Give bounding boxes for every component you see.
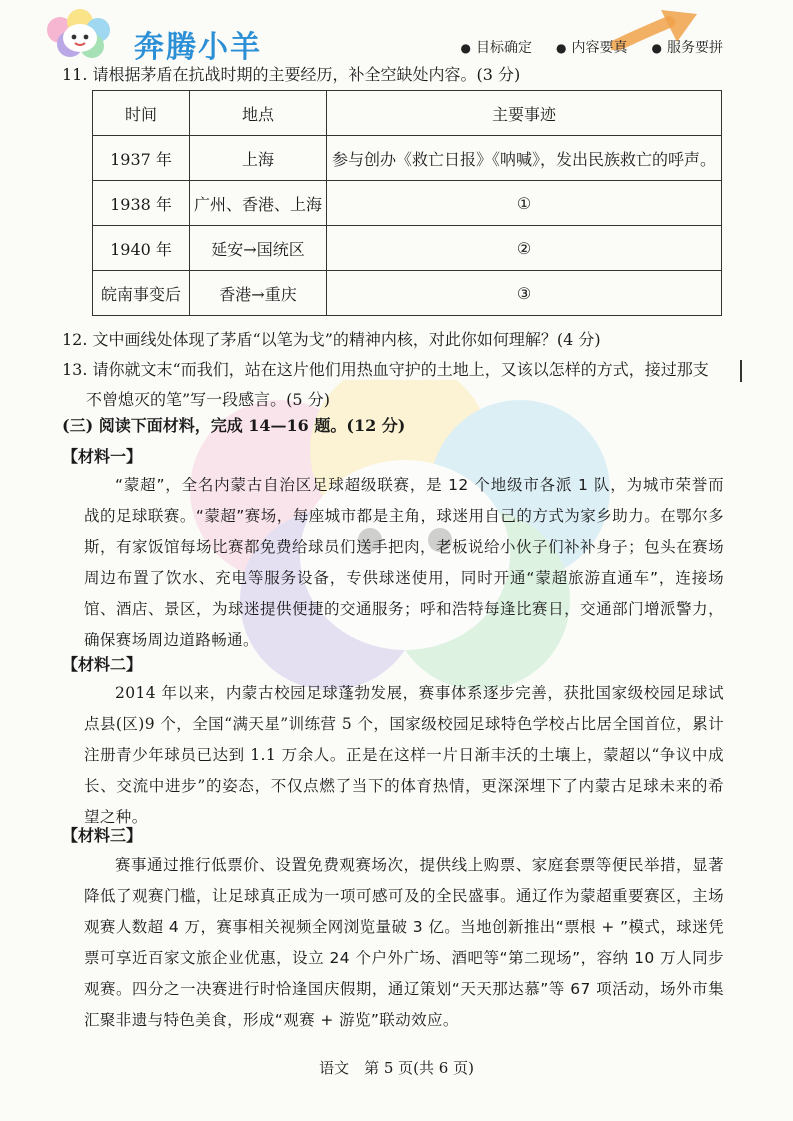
question-13 — [62, 357, 732, 413]
table-header-cell: 地点 — [190, 91, 327, 136]
table-cell: 皖南事变后 — [93, 271, 190, 316]
table-cell: 延安→国统区 — [190, 226, 327, 271]
table-cell: 上海 — [190, 136, 327, 181]
table-cell: 广州、香港、上海 — [190, 181, 327, 226]
question-12: 12. 文中画线处体现了茅盾“以笔为戈”的精神内核，对此你如何理解？(4 分) — [62, 330, 601, 349]
table-cell: 1937 年 — [93, 136, 190, 181]
table-header-cell: 时间 — [93, 91, 190, 136]
table-cell: 香港→重庆 — [190, 271, 327, 316]
table-header-row — [93, 91, 722, 136]
table-cell: 1940 年 — [93, 226, 190, 271]
question-13-line2: 不曾熄灭的笔”写一段感言。(5 分) — [86, 390, 330, 409]
table-row — [93, 181, 722, 226]
slogan-item: ● 服务要拼 — [652, 37, 723, 57]
maodun-table — [92, 90, 722, 316]
brand-name: 奔腾小羊 — [134, 30, 262, 65]
material-1-title: 【材料一】 — [62, 447, 143, 466]
section-3-title: (三) 阅读下面材料，完成 14—16 题。(12 分) — [62, 416, 406, 435]
sheep-logo-icon — [40, 8, 136, 64]
question-13-line1: 13. 请你就文末“而我们，站在这片他们用热血守护的土地上，又该以怎样的方式，接过那支 — [62, 360, 709, 379]
material-1-text: “蒙超”，全名内蒙古自治区足球超级联赛，是 12 个地级市各派 1 队，为城市荣誉而战的足球联赛。“蒙超”赛场，每座城市都是主角，球迷用自己的方式为家乡助力。在鄂尔多斯，有家饭馆每场比赛都免费给球员们送手把肉，老板说给小伙子们补补身子；包头在赛场周边布置了饮水、充电等服务设备，专供球迷使用，同时开通“蒙超旅游直通车”，连接场馆、酒店、景区，为球迷提供便捷的交通服务；呼和浩特每逢比赛日，交通部门增派警力，确保赛场周边道路畅通。 — [84, 476, 724, 649]
slogan-item: ● 内容要真 — [556, 37, 627, 57]
table-cell: ③ — [327, 271, 722, 316]
table-cell: ② — [327, 226, 722, 271]
material-3-text: 赛事通过推行低票价、设置免费观赛场次，提供线上购票、家庭套票等便民举措，显著降低了观赛门槛，让足球真正成为一项可感可及的全民盛事。通辽作为蒙超重要赛区，主场观赛人数超 4 万，赛事相关视频全网浏览量破 3 亿。当地创新推出“票根 + ”模式，球迷凭票可享近百家文旅企业优惠，设立 24 个户外广场、酒吧等“第二现场”，容纳 10 万人同步观赛。四分之一决赛进行时恰逢国庆假期，通辽策划“天天那达慕”等 67 项活动，场外市集汇聚非遗与特色美食，形成“观赛 + 游览”联动效应。 — [84, 856, 724, 1029]
margin-mark — [740, 360, 742, 382]
table-cell: 1938 年 — [93, 181, 190, 226]
slogan-bar — [461, 37, 723, 57]
material-2-text: 2014 年以来，内蒙古校园足球蓬勃发展，赛事体系逐步完善，获批国家级校园足球试点县(区)9 个，全国“满天星”训练营 5 个，国家级校园足球特色学校占比居全国首位，累计注册青少年球员已达到 1.1 万余人。正是在这样一片日渐丰沃的土壤上，蒙超以“争议中成长、交流中进步”的姿态，不仅点燃了当下的体育热情，更深深埋下了内蒙古足球未来的希望之种。 — [84, 684, 724, 826]
brand-header — [40, 8, 300, 64]
table-row — [93, 226, 722, 271]
question-11: 11. 请根据茅盾在抗战时期的主要经历，补全空缺处内容。(3 分) — [62, 65, 521, 84]
slogan-item: ● 目标确定 — [461, 37, 532, 57]
page-footer: 语文 第 5 页(共 6 页) — [319, 1059, 474, 1077]
table-row — [93, 271, 722, 316]
table-cell: 参与创办《救亡日报》《呐喊》，发出民族救亡的呼声。 — [327, 136, 722, 181]
material-2-title: 【材料二】 — [62, 655, 143, 674]
table-header-cell: 主要事迹 — [327, 91, 722, 136]
material-3-title: 【材料三】 — [62, 826, 143, 845]
table-cell: ① — [327, 181, 722, 226]
table-row — [93, 136, 722, 181]
